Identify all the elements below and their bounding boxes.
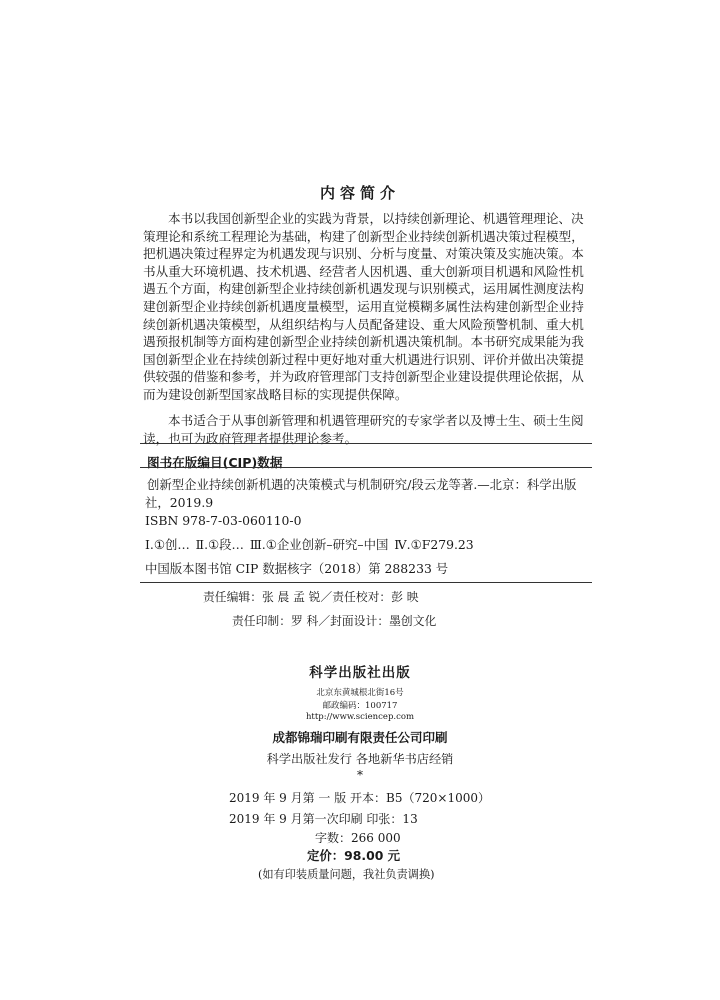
summary-paragraph-1: 本书以我国创新型企业的实践为背景，以持续创新理论、机遇管理理论、决策理论和系统工程理论为基础，构建了创新型企业持续创新机遇决策过程模型，把机遇决策过程界定为机遇发现与识别、分析与度量、对策决策及实施决策。本书从重大环境机遇、技术机遇、经营者人因机遇、重大创新项目机遇和风险性机遇五个方面，构建创新型企业持续创新机遇发现与识别模式，运用属性测度法构建创新型企业持续创新机遇度量模型，运用直觉模糊多属性法构建创新型企业持续创新机遇决策模型，从组织结构与人员配备建设、重大风险预警机制、重大机遇预报机制等方面构建创新型企业持续创新机遇决策机制。本书研究成果能为我国创新型企业在持续创新过程中更好地对重大机遇进行识别、评价并做出决策提供较强的借鉴和参考，并为政府管理部门支持创新型企业建设提供理论依据，从而为建设创新型国家战略目标的实现提供保障。 (143, 211, 584, 402)
cip-description: 创新型企业持续创新机遇的决策模式与机制研究/段云龙等著.—北京：科学出版社，2019.9 (145, 477, 577, 510)
price: 定价：98.00 元 (307, 848, 401, 863)
cip-verify-number: 中国版本图书馆 CIP 数据核字（2018）第 288233 号 (145, 561, 449, 576)
divider-top (140, 443, 592, 444)
printing-line: 2019 年 9 月第一次印刷 印张：13 (229, 812, 418, 826)
production-credits: 责任印制：罗 科／封面设计：墨创文化 (232, 614, 437, 628)
cip-isbn: ISBN 978-7-03-060110-0 (145, 513, 302, 528)
summary-title: 内容简介 (319, 184, 400, 202)
separator-asterisk: * (357, 768, 363, 782)
word-count: 字数：266 000 (315, 831, 401, 845)
postcode: 邮政编码：100717 (322, 701, 398, 711)
distribution: 科学出版社发行 各地新华书店经销 (266, 752, 454, 766)
publisher: 科学出版社出版 (309, 665, 411, 681)
editor-credits: 责任编辑：张 晨 孟 锐／责任校对：彭 映 (203, 590, 419, 604)
printer: 成都锦瑞印刷有限责任公司印刷 (272, 730, 448, 745)
quality-note: (如有印装质量问题，我社负责调换) (258, 868, 435, 881)
summary-paragraph-2: 本书适合于从事创新管理和机遇管理研究的专家学者以及博士生、硕士生阅读，也可为政府管理者提供理论参考。 (143, 413, 584, 446)
cip-classification: Ⅰ.①创… Ⅱ.①段… Ⅲ.①企业创新–研究–中国 Ⅳ.①F279.23 (145, 537, 474, 552)
edition-line: 2019 年 9 月第 一 版 开本：B5（720×1000） (229, 791, 491, 805)
publisher-address: 北京东黄城根北街16号 (316, 688, 404, 698)
divider-cip (140, 467, 592, 468)
divider-credits (140, 582, 592, 583)
publisher-url: http://www.sciencep.com (305, 712, 415, 722)
cip-heading: 图书在版编目(CIP)数据 (147, 455, 283, 470)
